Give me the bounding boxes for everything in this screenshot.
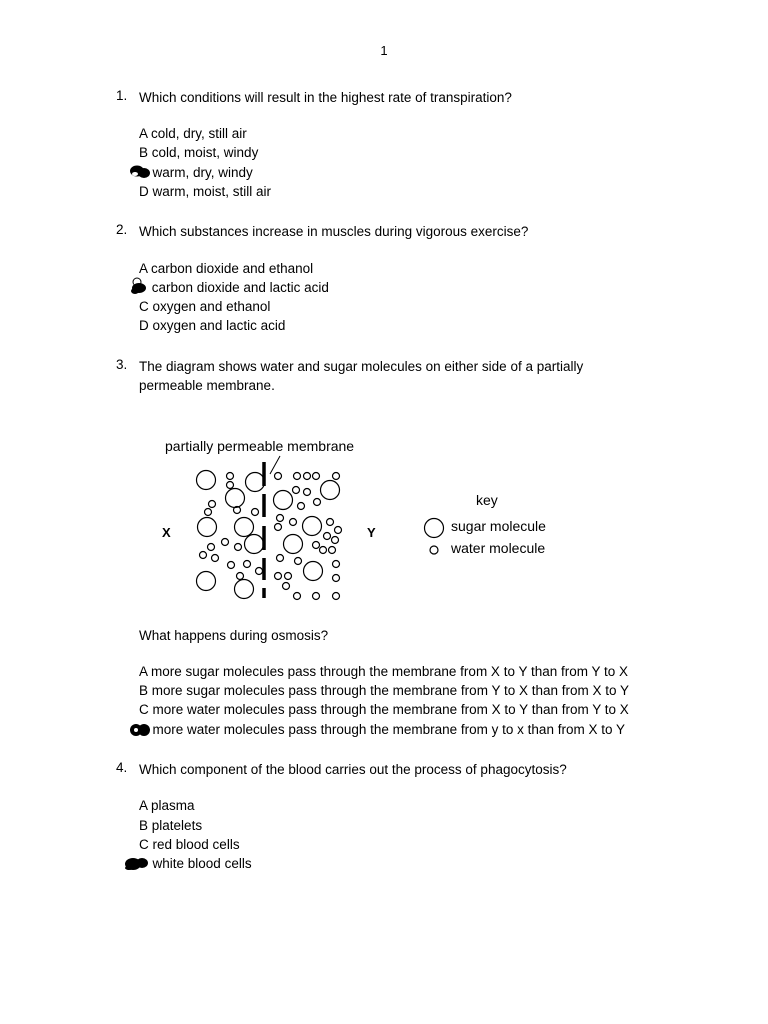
option-a[interactable] [139, 798, 195, 813]
key-title: key [476, 492, 498, 508]
diagram-key [425, 492, 547, 556]
option-text: oxygen and lactic acid [152, 318, 286, 333]
osmosis-diagram [140, 430, 580, 610]
option-d[interactable] [139, 184, 271, 199]
option-letter: A [139, 126, 148, 141]
answer-scribble-mark [124, 855, 150, 873]
side-y-label: Y [367, 525, 376, 540]
question-number: 4. [116, 760, 128, 775]
option-b[interactable] [139, 280, 329, 295]
option-letter: D [139, 184, 149, 199]
option-c[interactable] [139, 299, 270, 314]
option-text: white blood cells [152, 856, 252, 871]
option-letter: A [139, 261, 148, 276]
page-number: 1 [380, 43, 388, 58]
option-text: more water molecules pass through the membrane from X to Y than from Y to X [152, 702, 629, 717]
option-text: plasma [151, 798, 195, 813]
answer-scribble-mark [129, 275, 149, 297]
option-text: more sugar molecules pass through the membrane from X to Y than from Y to X [151, 664, 629, 679]
key-sugar-label: sugar molecule [451, 518, 546, 534]
option-letter: C [139, 702, 149, 717]
option-d[interactable] [139, 856, 252, 871]
answer-scribble-mark [129, 163, 153, 181]
key-water-label: water molecule [451, 540, 546, 556]
option-a[interactable] [139, 261, 313, 276]
option-letter: B [139, 683, 149, 698]
option-letter: B [139, 818, 149, 833]
option-b[interactable] [139, 818, 202, 833]
option-text: warm, moist, still air [152, 184, 272, 199]
option-b[interactable] [139, 683, 629, 698]
option-text: oxygen and ethanol [152, 299, 271, 314]
question-prompt: What happens during osmosis? [139, 628, 329, 643]
option-a[interactable] [139, 664, 628, 679]
option-d[interactable] [139, 722, 625, 737]
option-letter: D [139, 318, 149, 333]
membrane-label: partially permeable membrane [165, 438, 355, 454]
option-text: warm, dry, windy [152, 165, 253, 180]
option-c[interactable] [139, 702, 629, 717]
option-text: carbon dioxide and ethanol [151, 261, 314, 276]
option-letter: B [139, 145, 149, 160]
membrane-pointer-line [270, 456, 280, 474]
question-text: The diagram shows water and sugar molecules on either side of a partially permeable membrane. [139, 359, 584, 393]
option-text: red blood cells [152, 837, 240, 852]
option-letter: C [139, 299, 149, 314]
option-c[interactable] [139, 837, 240, 852]
option-text: more water molecules pass through the membrane from y to x than from X to Y [152, 722, 625, 737]
question-text: Which component of the blood carries out the process of phagocytosis? [139, 762, 567, 777]
option-letter: C [139, 837, 149, 852]
option-text: platelets [151, 818, 203, 833]
question-text: Which substances increase in muscles during vigorous exercise? [139, 224, 529, 239]
question-number: 2. [116, 222, 128, 237]
option-c[interactable] [139, 165, 253, 180]
option-text: cold, dry, still air [151, 126, 247, 141]
option-d[interactable] [139, 318, 285, 333]
question-number: 3. [116, 357, 128, 372]
option-letter: A [139, 664, 148, 679]
question-number: 1. [116, 88, 128, 103]
molecules [197, 471, 342, 600]
option-b[interactable] [139, 145, 258, 160]
key-sugar-symbol [425, 519, 444, 538]
question-text: Which conditions will result in the highest rate of transpiration? [139, 90, 512, 105]
answer-scribble-mark [129, 721, 151, 739]
key-water-symbol [430, 546, 438, 554]
option-letter: A [139, 798, 148, 813]
side-x-label: X [162, 525, 171, 540]
option-text: more sugar molecules pass through the membrane from Y to X than from X to Y [151, 683, 630, 698]
option-text: cold, moist, windy [151, 145, 259, 160]
option-text: carbon dioxide and lactic acid [151, 280, 329, 295]
option-a[interactable] [139, 126, 247, 141]
